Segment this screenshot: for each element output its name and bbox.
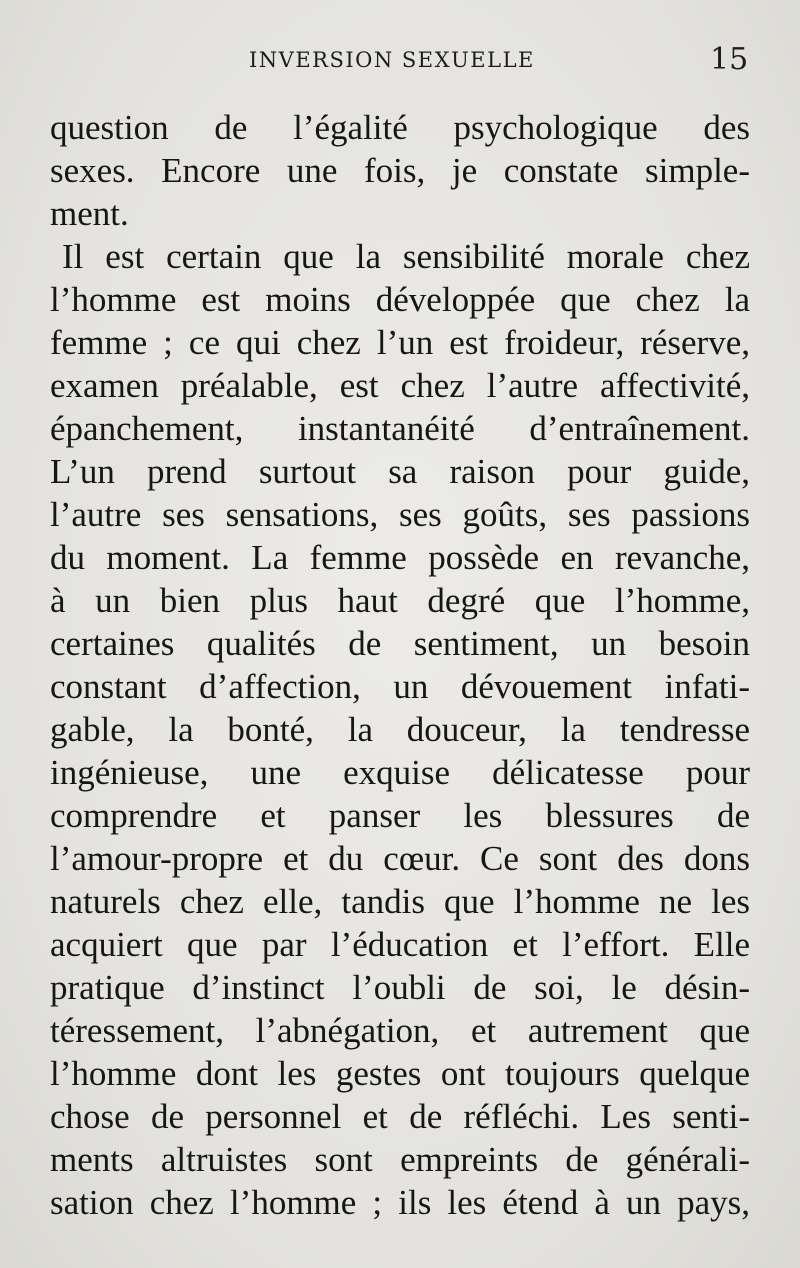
text-line: Il est certain que la sensibilité morale chez xyxy=(62,237,750,276)
text-line: l’amour-propre et du cœur. Ce sont des dons xyxy=(50,839,750,878)
text-line: téressement, l’abnégation, et autrement que xyxy=(50,1011,750,1050)
text-line: gable, la bonté, la douceur, la tendresse xyxy=(50,710,750,749)
text-line: certaines qualités de sentiment, un besoin xyxy=(50,624,750,663)
text-line: du moment. La femme possède en revanche, xyxy=(50,538,750,577)
text-line: épanchement, instantanéité d’entraînement. xyxy=(50,409,750,448)
text-line: sation chez l’homme ; ils les étend à un pays, xyxy=(50,1183,750,1222)
running-title: INVERSION SEXUELLE xyxy=(249,48,535,72)
text-line: pratique d’instinct l’oubli de soi, le désin- xyxy=(50,968,750,1007)
text-line: naturels chez elle, tandis que l’homme ne les xyxy=(50,882,750,921)
page-number: 15 xyxy=(710,42,749,77)
text-line: l’homme est moins développée que chez la xyxy=(50,280,750,319)
text-line: ments altruistes sont empreints de générali- xyxy=(50,1140,750,1179)
text-line: ingénieuse, une exquise délicatesse pour xyxy=(50,753,750,792)
text-line: femme ; ce qui chez l’un est froideur, réserve, xyxy=(50,323,750,362)
body-text xyxy=(50,106,750,1224)
text-line: acquiert que par l’éducation et l’effort. Elle xyxy=(50,925,750,964)
text-line: chose de personnel et de réfléchi. Les senti- xyxy=(50,1097,750,1136)
text-line: examen préalable, est chez l’autre affectivité, xyxy=(50,366,750,405)
text-line: constant d’affection, un dévouement infati- xyxy=(50,667,750,706)
text-line: à un bien plus haut degré que l’homme, xyxy=(50,581,750,620)
text-line: comprendre et panser les blessures de xyxy=(50,796,750,835)
text-line: l’homme dont les gestes ont toujours quelque xyxy=(50,1054,750,1093)
page-header xyxy=(0,44,800,84)
text-line: sexes. Encore une fois, je constate simple- xyxy=(50,151,750,190)
text-line: L’un prend surtout sa raison pour guide, xyxy=(50,452,750,491)
text-line: question de l’égalité psychologique des xyxy=(50,108,750,147)
text-line: ment. xyxy=(50,194,129,233)
text-line: l’autre ses sensations, ses goûts, ses passions xyxy=(50,495,750,534)
